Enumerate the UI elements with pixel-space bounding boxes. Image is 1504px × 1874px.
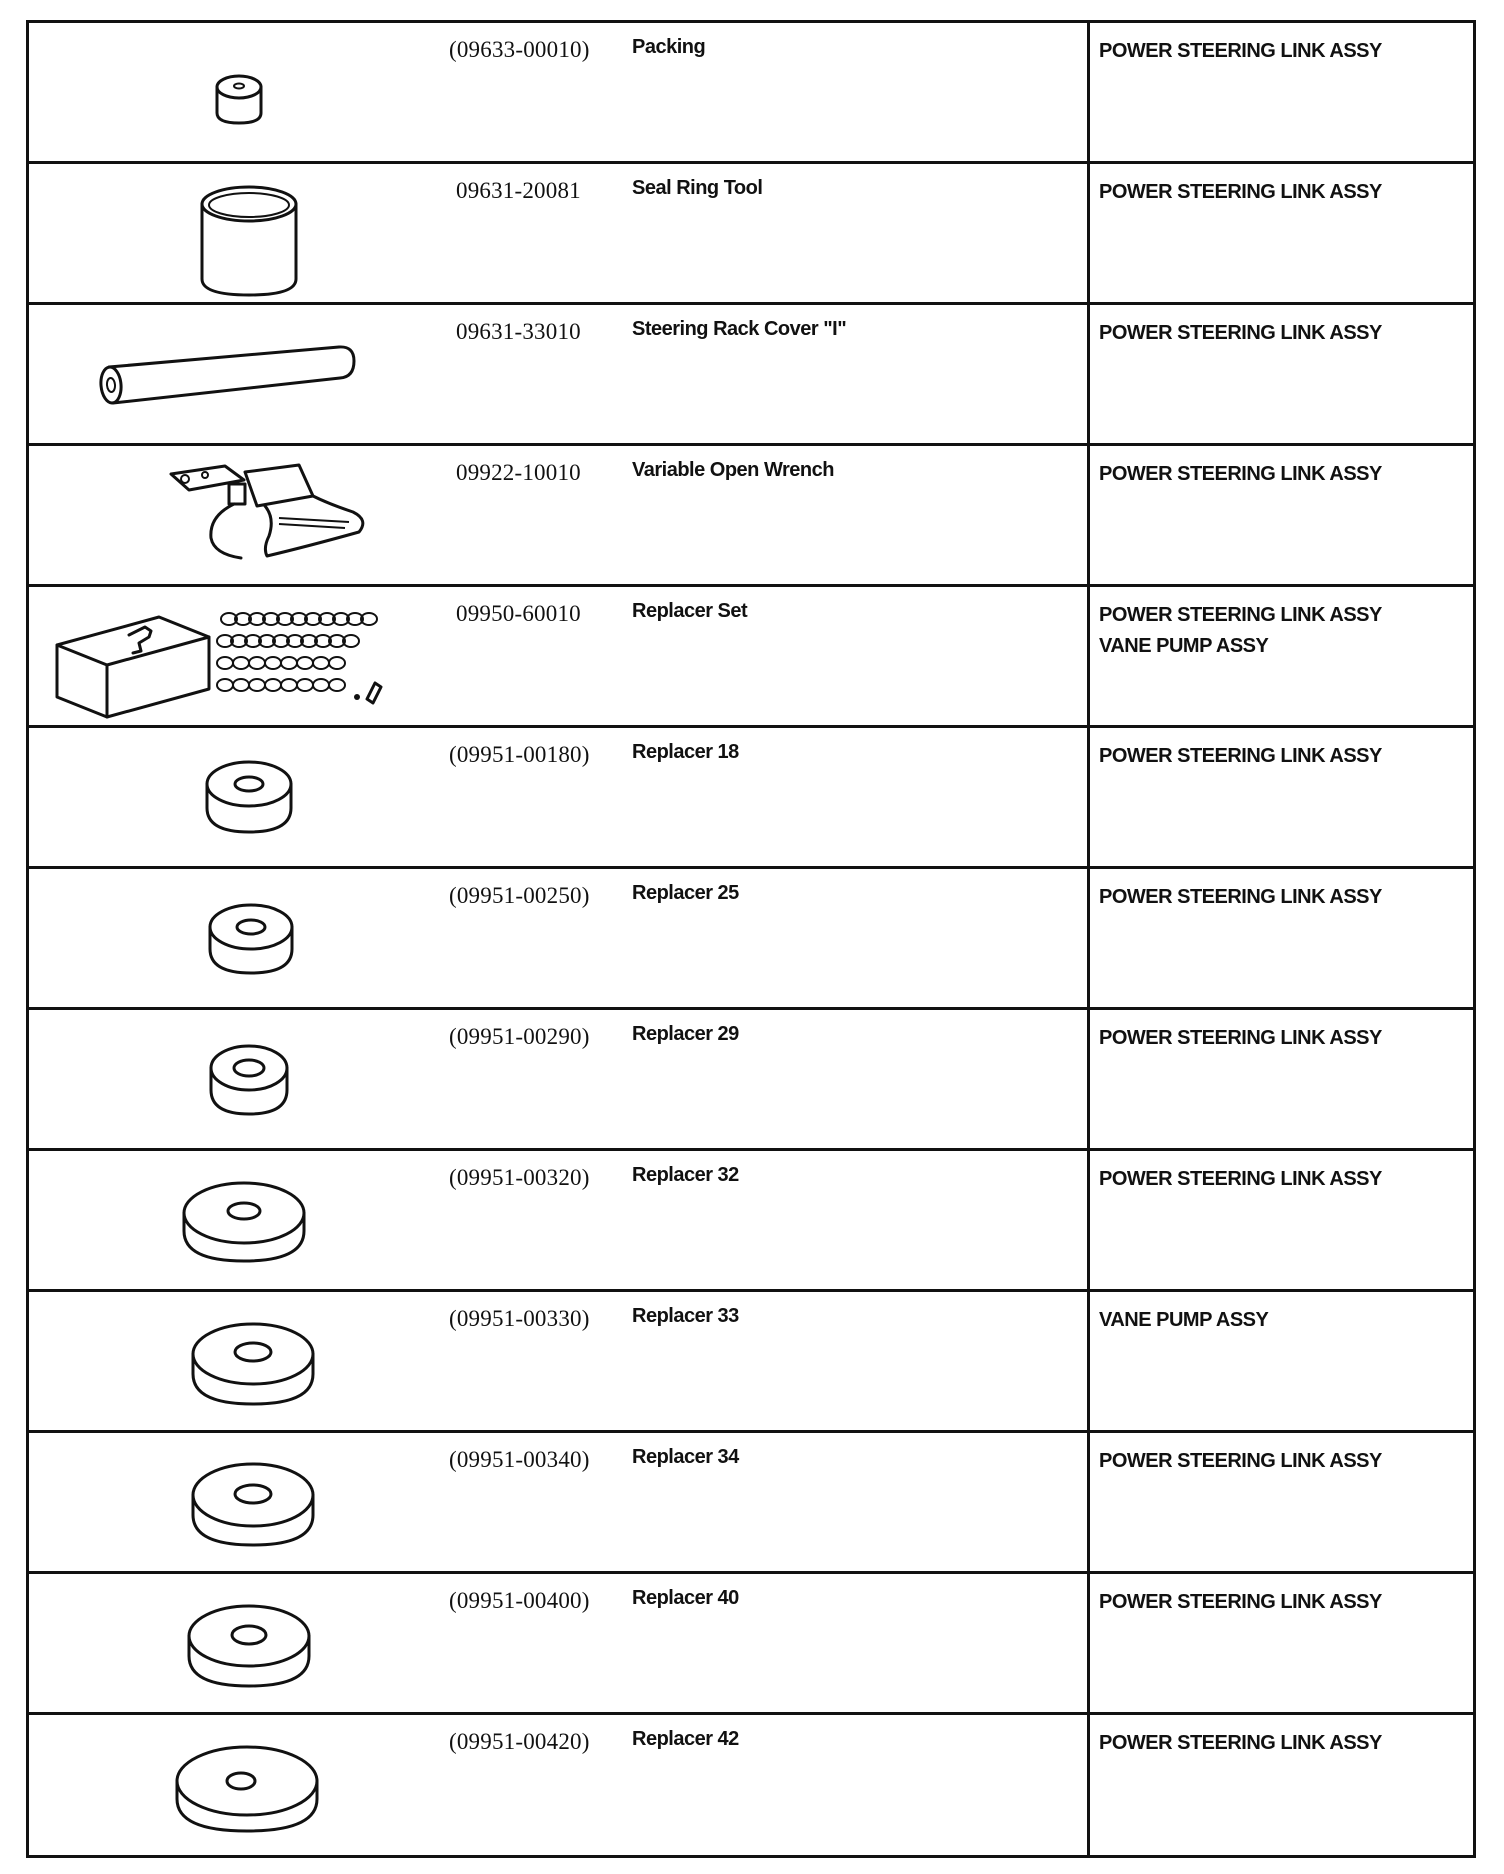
- tool-name: Replacer 33: [632, 1305, 739, 1327]
- part-number: 09950-60010: [456, 601, 581, 626]
- packing-icon: [29, 23, 449, 161]
- variable-open-wrench-icon: [29, 446, 449, 584]
- column-divider: [1087, 587, 1090, 725]
- usage-list: [1099, 177, 1469, 208]
- column-divider: [1087, 728, 1090, 866]
- replacer-ring-icon: [29, 1433, 449, 1571]
- tool-name: Steering Rack Cover "I": [632, 318, 847, 340]
- usage-list: [1099, 1023, 1469, 1054]
- usage-item: POWER STEERING LINK ASSY: [1099, 1591, 1382, 1613]
- usage-item: VANE PUMP ASSY: [1099, 1309, 1269, 1331]
- column-divider: [1087, 869, 1090, 1007]
- usage-list: [1099, 600, 1469, 662]
- tool-name: Packing: [632, 36, 706, 58]
- usage-item: POWER STEERING LINK ASSY: [1099, 745, 1382, 767]
- part-number: (09951-00320): [449, 1165, 590, 1190]
- usage-item: POWER STEERING LINK ASSY: [1099, 604, 1382, 626]
- table-row: [29, 1151, 1473, 1292]
- table-row: [29, 587, 1473, 728]
- replacer-set-icon: [29, 587, 449, 725]
- usage-item: POWER STEERING LINK ASSY: [1099, 1732, 1382, 1754]
- tool-name: Replacer 25: [632, 882, 739, 904]
- table-row: [29, 1292, 1473, 1433]
- column-divider: [1087, 1151, 1090, 1289]
- part-number: 09922-10010: [456, 460, 581, 485]
- replacer-ring-icon: [29, 1574, 449, 1712]
- usage-list: [1099, 741, 1469, 772]
- usage-list: [1099, 1446, 1469, 1477]
- usage-item: POWER STEERING LINK ASSY: [1099, 1027, 1382, 1049]
- usage-list: [1099, 318, 1469, 349]
- table-row: [29, 1010, 1473, 1151]
- replacer-ring-icon: [29, 869, 449, 1007]
- column-divider: [1087, 446, 1090, 584]
- replacer-ring-icon: [29, 1151, 449, 1289]
- table-row: [29, 728, 1473, 869]
- tool-name: Replacer 29: [632, 1023, 739, 1045]
- part-number: (09951-00250): [449, 883, 590, 908]
- tool-name: Replacer Set: [632, 600, 748, 622]
- table-row: [29, 23, 1473, 164]
- usage-item: POWER STEERING LINK ASSY: [1099, 181, 1382, 203]
- column-divider: [1087, 1292, 1090, 1430]
- part-number: (09951-00290): [449, 1024, 590, 1049]
- column-divider: [1087, 305, 1090, 443]
- table-row: [29, 869, 1473, 1010]
- column-divider: [1087, 1574, 1090, 1712]
- table-row: [29, 1715, 1473, 1855]
- part-number: (09633-00010): [449, 37, 590, 62]
- part-number: (09951-00420): [449, 1729, 590, 1754]
- part-number: (09951-00330): [449, 1306, 590, 1331]
- usage-list: [1099, 1728, 1469, 1759]
- usage-list: [1099, 882, 1469, 913]
- usage-item: POWER STEERING LINK ASSY: [1099, 322, 1382, 344]
- usage-item: POWER STEERING LINK ASSY: [1099, 1450, 1382, 1472]
- column-divider: [1087, 164, 1090, 302]
- part-number: (09951-00400): [449, 1588, 590, 1613]
- replacer-ring-icon: [29, 1292, 449, 1430]
- usage-item: POWER STEERING LINK ASSY: [1099, 886, 1382, 908]
- steering-rack-cover-icon: [29, 305, 449, 443]
- table-row: [29, 305, 1473, 446]
- usage-item: VANE PUMP ASSY: [1099, 635, 1269, 657]
- usage-item: POWER STEERING LINK ASSY: [1099, 40, 1382, 62]
- tool-name: Replacer 34: [632, 1446, 739, 1468]
- table-row: [29, 446, 1473, 587]
- usage-list: [1099, 459, 1469, 490]
- usage-list: [1099, 1305, 1469, 1336]
- part-number: 09631-33010: [456, 319, 581, 344]
- tool-name: Seal Ring Tool: [632, 177, 763, 199]
- usage-list: [1099, 36, 1469, 67]
- tool-name: Replacer 42: [632, 1728, 739, 1750]
- usage-item: POWER STEERING LINK ASSY: [1099, 1168, 1382, 1190]
- part-number: (09951-00340): [449, 1447, 590, 1472]
- column-divider: [1087, 1715, 1090, 1855]
- seal-ring-tool-icon: [29, 164, 449, 302]
- column-divider: [1087, 1010, 1090, 1148]
- column-divider: [1087, 1433, 1090, 1571]
- replacer-ring-icon: [29, 1715, 449, 1853]
- usage-list: [1099, 1587, 1469, 1618]
- tool-name: Variable Open Wrench: [632, 459, 834, 481]
- tool-name: Replacer 40: [632, 1587, 739, 1609]
- replacer-ring-icon: [29, 1010, 449, 1148]
- part-number: (09951-00180): [449, 742, 590, 767]
- usage-list: [1099, 1164, 1469, 1195]
- usage-item: POWER STEERING LINK ASSY: [1099, 463, 1382, 485]
- tool-table: [26, 20, 1476, 1858]
- part-number: 09631-20081: [456, 178, 581, 203]
- table-row: [29, 164, 1473, 305]
- column-divider: [1087, 23, 1090, 161]
- table-row: [29, 1433, 1473, 1574]
- tool-name: Replacer 32: [632, 1164, 739, 1186]
- tool-name: Replacer 18: [632, 741, 739, 763]
- table-row: [29, 1574, 1473, 1715]
- replacer-ring-icon: [29, 728, 449, 866]
